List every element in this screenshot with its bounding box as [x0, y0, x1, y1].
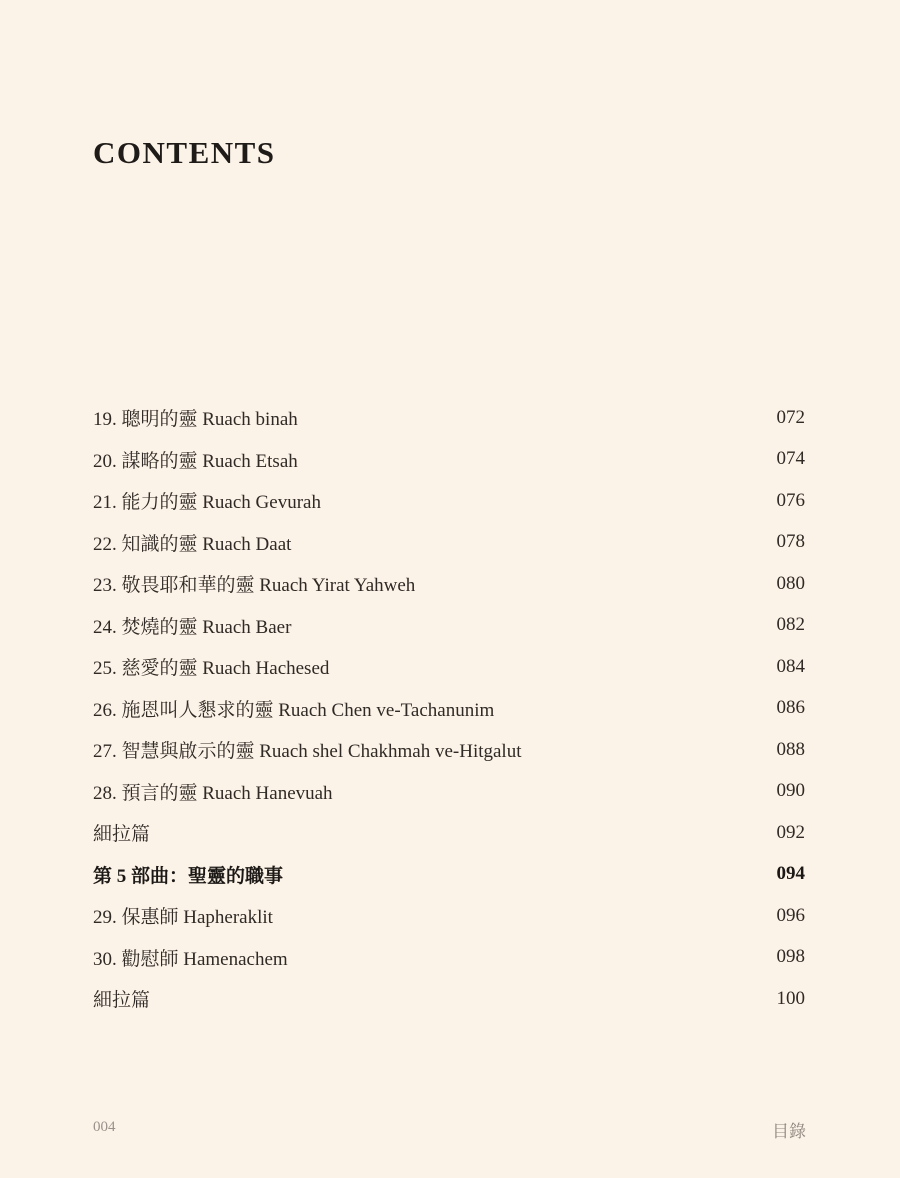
toc-entry-title: 細拉篇: [93, 824, 151, 846]
toc-entry-page: 100: [776, 987, 805, 1009]
toc-entry-title: 28. 預言的靈 Ruach Hanevuah: [93, 782, 333, 804]
toc-entry[interactable]: [93, 605, 805, 647]
toc-entry[interactable]: [93, 480, 805, 522]
toc-entry-page: 084: [776, 655, 805, 677]
toc-entry-page: 098: [776, 946, 805, 968]
toc-entry[interactable]: [93, 895, 805, 937]
toc-entry-title: 29. 保惠師 Hapheraklit: [93, 907, 273, 929]
page-title: CONTENTS: [93, 134, 276, 170]
table-of-contents: [93, 397, 805, 1020]
toc-entry-page: 088: [776, 738, 805, 760]
toc-entry[interactable]: [93, 522, 805, 564]
toc-entry-page: 090: [776, 780, 805, 802]
toc-entry[interactable]: [93, 397, 805, 439]
toc-entry-page: 096: [776, 904, 805, 926]
toc-entry-title: 第 5 部曲：聖靈的職事: [93, 865, 284, 887]
toc-entry-page: 080: [776, 572, 805, 594]
toc-entry[interactable]: [93, 688, 805, 730]
toc-entry-title: 20. 謀略的靈 Ruach Etsah: [93, 450, 298, 472]
toc-entry[interactable]: [93, 439, 805, 481]
toc-entry[interactable]: [93, 646, 805, 688]
footer-section-name: 目錄: [772, 1122, 806, 1141]
toc-entry[interactable]: [93, 729, 805, 771]
toc-entry-title: 細拉篇: [93, 990, 151, 1012]
toc-entry-page: 086: [776, 697, 805, 719]
toc-entry[interactable]: [93, 563, 805, 605]
toc-entry-page: 094: [776, 863, 805, 885]
toc-entry-page: 082: [776, 614, 805, 636]
toc-entry-title: 30. 勸慰師 Hamenachem: [93, 948, 288, 970]
toc-entry[interactable]: [93, 978, 805, 1020]
toc-entry-title: 25. 慈愛的靈 Ruach Hachesed: [93, 658, 330, 680]
toc-entry-title: 23. 敬畏耶和華的靈 Ruach Yirat Yahweh: [93, 575, 416, 597]
toc-part-heading[interactable]: [93, 854, 805, 896]
toc-entry-title: 22. 知識的靈 Ruach Daat: [93, 533, 292, 555]
toc-entry-title: 24. 焚燒的靈 Ruach Baer: [93, 616, 292, 638]
toc-entry[interactable]: [93, 771, 805, 813]
toc-entry-title: 19. 聰明的靈 Ruach binah: [93, 409, 298, 431]
toc-entry-title: 27. 智慧與啟示的靈 Ruach shel Chakhmah ve-Hitgalut: [93, 741, 522, 763]
toc-entry-page: 078: [776, 531, 805, 553]
toc-entry-page: 076: [776, 489, 805, 511]
footer-page-number: 004: [93, 1119, 116, 1135]
toc-entry-page: 072: [776, 406, 805, 428]
toc-entry[interactable]: [93, 812, 805, 854]
toc-entry[interactable]: [93, 937, 805, 979]
toc-entry-page: 074: [776, 448, 805, 470]
toc-entry-title: 21. 能力的靈 Ruach Gevurah: [93, 492, 321, 514]
toc-entry-page: 092: [776, 821, 805, 843]
toc-entry-title: 26. 施恩叫人懇求的靈 Ruach Chen ve-Tachanunim: [93, 699, 495, 721]
